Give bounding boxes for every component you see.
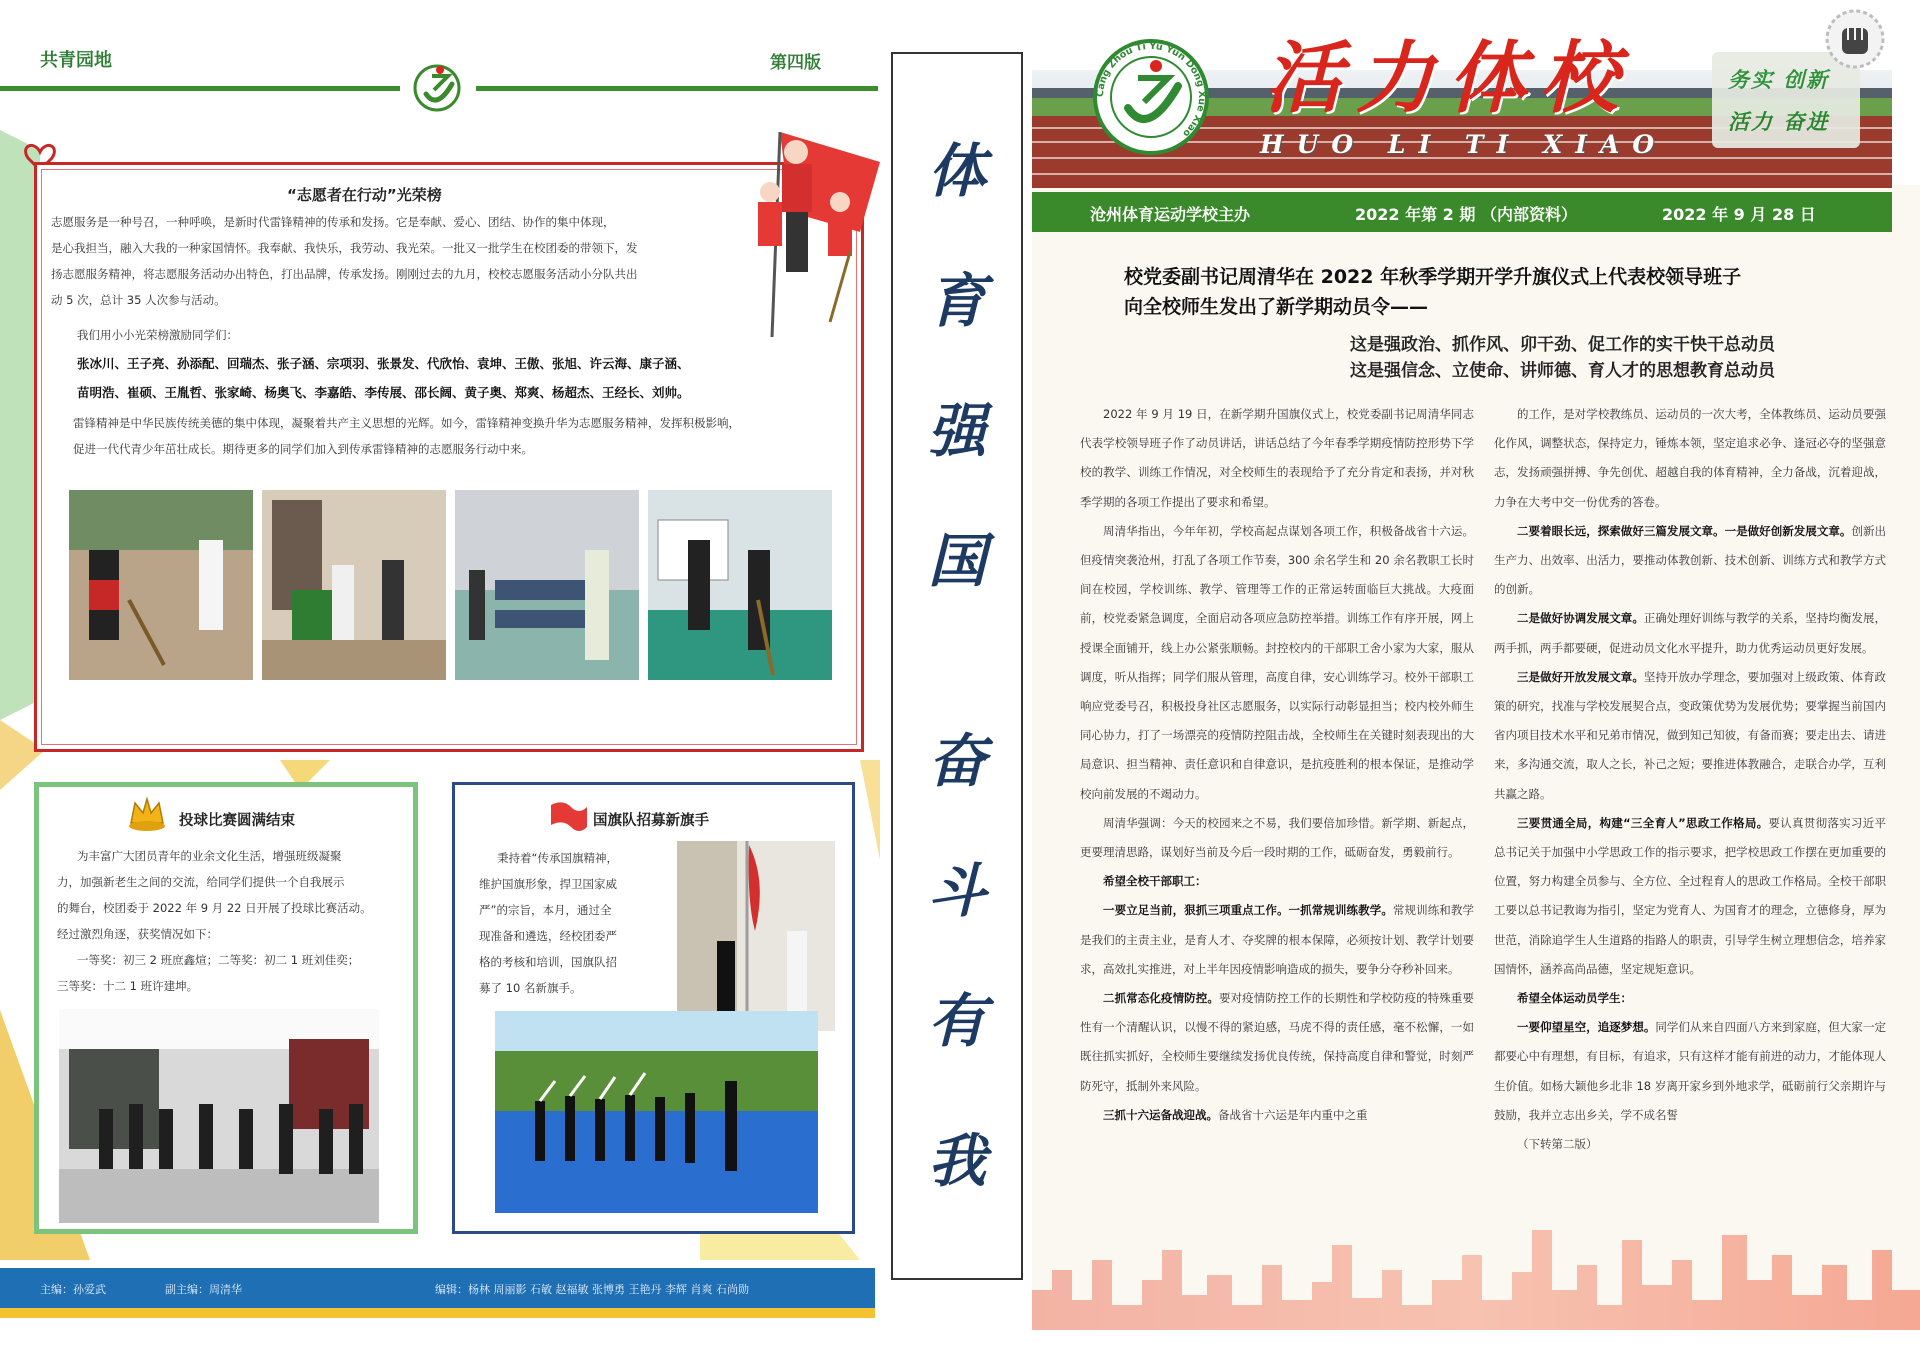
masthead-pinyin: HUO LI TI XIAO [1260,130,1668,159]
slogan-char: 奋 [927,727,986,795]
volunteer-closing: 雷锋精神是中华民族传统美德的集中体现，凝聚着共产主义思想的光辉。如今，雷锋精神变换升华为志愿服务精神，发挥积极影响， 促进一代代青少年茁壮成长。期待更多的同学们加入到传承雷锋精神的志愿服务行动中来。 [73,416,740,456]
section-label: 共青园地 [40,50,112,71]
issue-number: 2022 年第 2 期 （内部资料） [1355,205,1577,224]
article-paragraph: 二抓常态化疫情防控。要对疫情防控工作的长期性和学校防疫的特殊重要性有一个清醒认识，以慢不得的紧迫感，马虎不得的责任感，毫不松懈，一如既往抓实抓好，全校师生要继续发扬优良传统，保持高度自律和警觉，时刻严防死守，抵制外来风险。 [1080,991,1474,1093]
article-paragraph: 一要仰望星空，追逐梦想。同学们从来自四面八方来到家庭，但大家一定都要心中有理想，有目标，有追求，只有这样才能有前进的动力，才能体现人生价值。如杨大颖他乡北非 18 岁离开家乡到外地求学，砥砺前行父亲期许与鼓励，我并立志出乡关，学不成名誓 [1494,1020,1887,1122]
slogan-char: 有 [927,987,986,1055]
article-paragraph: 的工作，是对学校教练员、运动员的一次大考，全体教练员、运动员要强化作风，调整状态，保持定力，锤炼本领，坚定追求必争、逢冠必夺的坚强意志，发扬顽强拼搏、争先创优、超越自我的体育精神，全力备战，沉着迎战，力争在大考中交一份优秀的答卷。 [1494,407,1886,509]
school-logo-icon [408,62,466,114]
article-paragraph: 二要着眼长远，探索做好三篇发展文章。一是做好创新发展文章。创新出生产力、出效率、出活力，要推动体教创新、技术创新、训练方式和教学方式的创新。 [1494,523,1887,597]
ball-contest-photo [59,1009,379,1223]
subheadline: 这是强政治、抓作风、卯干劲、促工作的实干快干总动员 [1350,335,1775,355]
sponsor: 沧州体育运动学校主办 [1090,205,1251,224]
volunteer-photo-2 [262,490,446,680]
fist-badge-icon [1822,8,1888,70]
article-paragraph: 三要贯通全局，构建“三全育人”思政工作格局。要认真贯彻落实习近平总书记关于加强中小学思政工作的指示要求，把学校思政工作摆在更加重要的位置，努力构建全员参与、全方位、全过程育人的思政工作格局。全校干部职工要以总书记教诲为指引，坚定为党育人、为国育才的理念，立德修身，厚为世范，消除追学生人生道路的指路人的职责，引导学生树立理想信念，培养家国情怀，涵养高尚品德，坚定规矩意识。 [1494,815,1886,976]
subheadline: 这是强信念、立使命、讲师德、育人才的思想教育总动员 [1350,361,1775,381]
right-page [1032,0,1920,1330]
article-paragraph: 2022 年 9 月 19 日，在新学期升国旗仪式上，校党委副书记周清华同志代表学校领导班子作了动员讲话，讲话总结了今年春季学期疫情防控形势下学校的教学、训练工作情况，对全校师生的表现给予了充分肯定和表扬，并对秋季学期的各项工作提出了要求和希望。 [1080,407,1474,509]
slogan-char: 国 [927,527,986,595]
flag-team-text: 秉持着“传承国旗精神， 维护国旗形象，捍卫国家威 严”的宗旨，本月，通过全 现准备和遴选，经校团委严 格的考核和培训，国旗队招 募了 10 名新旗手。 [479,851,618,995]
volunteer-title: “志愿者在行动”光荣榜 [287,186,442,204]
article-paragraph: （下转第二版） [1517,1137,1598,1152]
ball-contest-text: 为丰富广大团员青年的业余文化生活，增强班级凝聚 力，加强新老生之间的交流，给同学们提供一个自我展示 的舞台，校团委于 2022 年 9 月 22 日开展了投球比赛活动。 经过激烈角逐，获奖情况如下： 一等奖：初三 2 班庶鑫煊；二等奖：初二 1 班刘佳奕； 三等奖：十二 1 班许建坤。 [57,849,372,993]
article-paragraph: 周清华指出，今年年初，学校高起点谋划各项工作，积极备战省十六运。但疫情突袭沧州，打乱了各项工作节奏，300 余名学生和 20 余名教职工长时间在校园，学校训练、教学、管理等工作的正常运转面临巨大挑战。大疫面前，校党委紧急调度，全面启动各项应急防控举措。训练工作有序开展，网上授课全面铺开，线上办公紧张顺畅。封控校内的干部职工舍小家为大家，服从调度，听从指挥；同学们服从管理，高度自律，安心训练学习。校外干部职工响应党委号召，积极投身社区志愿服务，以实际行动彰显担当；校内校外师生同心协力，打了一场漂亮的疫情防控阻击战，全校师生在关键时刻表现出的大局意识、担当精神、责任意识和自律意识，是抗疫胜利的根本保证，是推动学校向前发展的不竭动力。 [1080,523,1474,801]
slogan-char: 强 [927,397,986,465]
footer-stripe [0,1308,875,1318]
red-flag-icon [549,801,589,833]
issue-date: 2022 年 9 月 28 日 [1662,205,1816,224]
editorial-footer [0,1268,875,1308]
ball-contest-title: 投球比赛圆满结束 [179,813,295,829]
editorial-staff: 编辑：杨林 周丽影 石敏 赵福敏 张博勇 王艳丹 李辉 肖爽 石尚勋 [435,1283,749,1296]
article-paragraph: 希望全校干部职工： [1103,874,1207,889]
flag-raising-photo [677,841,835,1031]
ball-contest-box [34,782,418,1234]
slogan-char: 斗 [927,857,986,925]
volunteer-photo-4 [648,490,832,680]
article-paragraph: 三是做好开放发展文章。坚持开放办学理念，要加强对上级政策、体育政策的研究，找准与学校发展契合点，变政策优势为发展优势；要掌握当前国内省内项目技术水平和兄弟市情况，做到知己知彼，有备而赛；要走出去、请进来，多沟通交流，取人之长，补己之短；要推进体教融合，走联合办学，互利共赢之路。 [1494,669,1887,801]
slogan-banner [891,52,1023,1280]
volunteer-photo-3 [455,490,639,680]
flag-team-photo [495,1011,818,1213]
volunteer-illustration [730,122,880,342]
city-skyline-decor [1032,1210,1920,1330]
masthead-title: 活力体校 [1264,33,1633,124]
article-paragraph: 二是做好协调发展文章。正确处理好训练与教学的关系，坚持均衡发展，两手抓，两手都要硬，促进动员文化水平提升，助力优秀运动员更好发展。 [1494,611,1887,655]
article-paragraph: 周清华强调：今天的校园来之不易，我们要倍加珍惜。新学期、新起点，更要理清思路，谋划好当前及今后一段时期的工作，砥砺奋发，勇毅前行。 [1080,815,1474,860]
masthead [1032,0,1920,185]
page-number: 第四版 [770,53,821,73]
emblem-ring-text: Cang Zhou Ti Yu Yun Dong Xue Xiao [1094,40,1208,140]
volunteer-photo-1 [69,490,253,680]
article-paragraph: 三抓十六运备战迎战。备战省十六运是年内重中之重 [1103,1107,1368,1122]
article-paragraph: 一要立足当前，狠抓三项重点工作。一抓常规训练教学。常规训练和教学是我们的主责主业，是育人才、夺奖牌的根本保障，必须按计划、教学计划要求，高效扎实推进，对上半年因疫情影响造成的损失，要争分夺秒补回来。 [1080,903,1475,976]
volunteer-intro: 志愿服务是一种号召，一种呼唤，是新时代雷锋精神的传承和发扬。它是奉献、爱心、团结、协作的集中体现， 是心我担当，融入大我的一种家国情怀。我奉献、我快乐，我劳动、我光荣。一批又一批学生在校团委的带领下，发 扬志愿服务精神，将志愿服务活动办出特色，打出品牌，传承发扬。刚刚过去的九月，校校志愿服务活动小分队共出 动 5 次，总计 35 人次参与活动。 [51,215,638,307]
deputy-editor: 副主编：周清华 [165,1283,242,1296]
flag-team-title: 国旗队招募新旗手 [593,813,709,829]
article-column-left [1080,400,1474,1130]
motto-line: 务实 创新 [1728,67,1830,92]
left-page [0,0,880,1330]
header-rule-left [0,86,400,91]
editor-in-chief: 主编：孙爱武 [40,1283,106,1296]
school-emblem-icon [1092,38,1210,156]
volunteer-names: 张冰川、王子亮、孙添配、回瑞杰、张子涵、宗项羽、张景发、代欣怡、袁坤、王傲、张旭、许云海、康子涵、 苗明浩、崔硕、王胤哲、张家崎、杨奥飞、李嘉皓、李传展、邵长阔、黄子奥、郑爽、杨超杰、王经长、刘帅。 [77,356,690,400]
article-paragraph: 希望全体运动员学生： [1517,991,1632,1006]
gold-crown-medal-icon [127,795,167,833]
slogan-char: 体 [927,137,986,205]
header-rule-right [476,86,878,91]
headline: 校党委副书记周清华在 2022 年秋季学期开学升旗仪式上代表校领导班子 向全校师生发出了新学期动员令—— [1124,266,1742,318]
slogan-char: 育 [927,267,986,335]
motto-line: 活力 奋进 [1728,109,1830,134]
article-column-right [1494,400,1886,1159]
flag-team-box [452,782,855,1234]
slogan-char: 我 [927,1127,986,1195]
issue-info-bar [1032,192,1892,232]
volunteer-lead: 我们用小小光荣榜激励同学们： [77,328,238,342]
